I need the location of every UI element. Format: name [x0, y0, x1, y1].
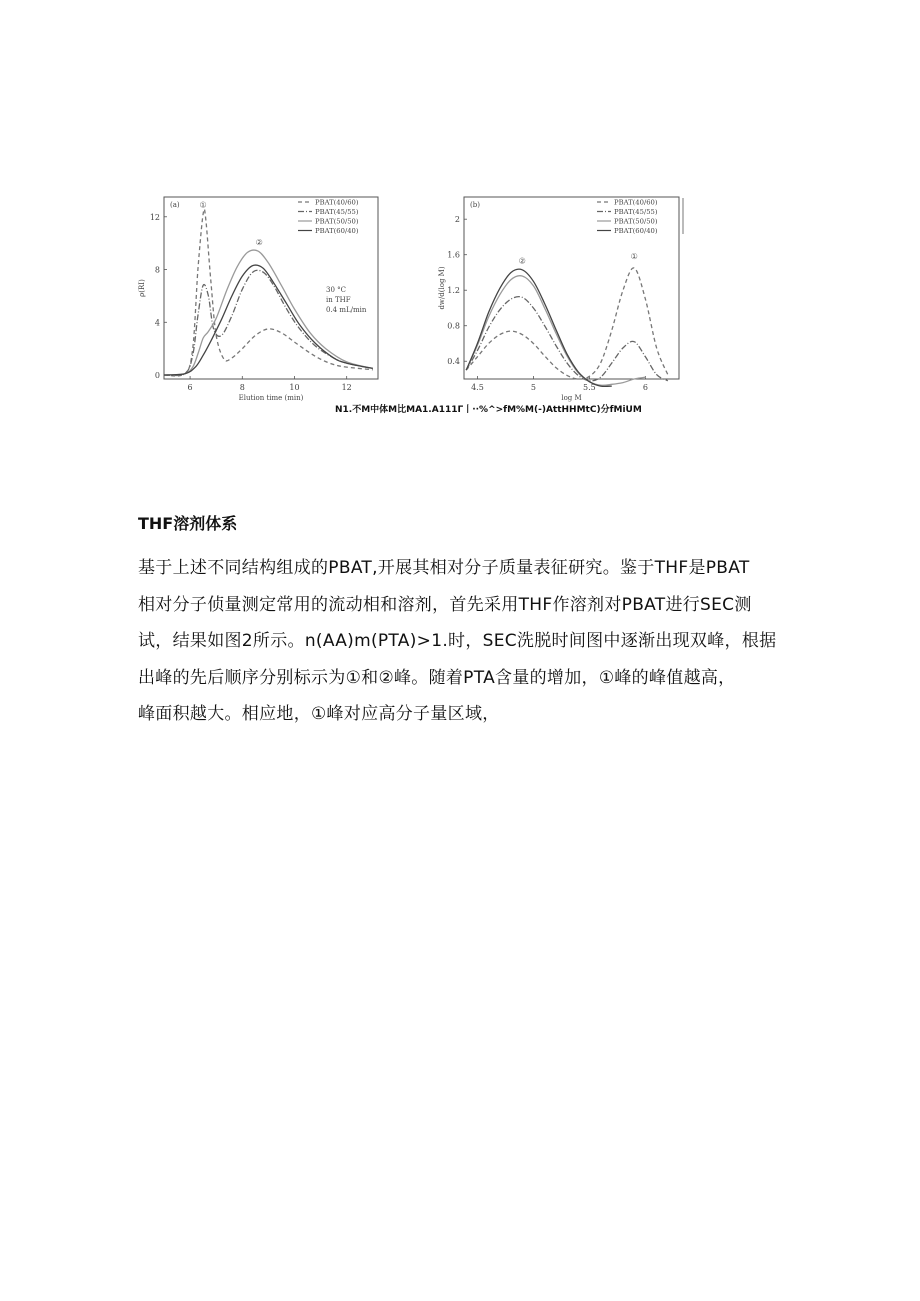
x-tick-label: 12	[341, 383, 352, 392]
y-axis-label: dw/d(log M)	[438, 266, 446, 310]
series-line	[164, 265, 373, 375]
chart-a	[140, 192, 385, 402]
paragraph-line: 基于上述不同结构组成的PBAT,开展其相对分子质量表征研究。鉴于THF是PBAT	[138, 558, 750, 578]
legend-entry: PBAT(60/40)	[614, 227, 658, 235]
paragraph-line: 峰面积越大。相应地，①峰对应高分子量区域，	[138, 704, 500, 724]
peak-marker: ②	[255, 238, 263, 248]
section-title: THF溶剂体系	[138, 514, 238, 533]
y-tick-label: 12	[149, 212, 160, 222]
legend-entry: PBAT(45/55)	[315, 208, 359, 216]
paragraph-line: 相对分子侦量测定常用的流动相和溶剂，首先采用THF作溶剂对PBAT进行SEC测	[138, 594, 752, 615]
annotation-text: in THF	[326, 296, 351, 304]
y-tick-label: 8	[154, 265, 160, 275]
legend-entry: PBAT(50/50)	[614, 217, 658, 226]
figure-caption: N1.不M中体M比MA1.A111Γ丨··%^>fM%M(-)AttHHMtC)分fMiUM	[335, 405, 642, 415]
panel-label: (a)	[170, 201, 180, 209]
panel-label: (b)	[470, 201, 480, 209]
y-tick-label: 0.8	[447, 321, 460, 331]
paragraph-line: 试，结果如图2所示。n(AA)m(PTA)>1.时，SEC洗脱时间图中逐渐出现双峰，根据	[138, 631, 777, 651]
y-tick-label: 4	[154, 318, 160, 328]
x-tick-label: 5	[530, 383, 536, 392]
x-tick-label: 8	[239, 383, 245, 392]
peak-marker: ①	[630, 252, 638, 262]
x-tick-label: 6	[642, 383, 648, 392]
legend-entry: PBAT(60/40)	[315, 227, 359, 235]
x-axis-label: Elution time (min)	[238, 394, 304, 402]
y-tick-label: 1.6	[447, 250, 460, 260]
series-line	[466, 297, 668, 381]
peak-marker: ①	[199, 200, 207, 210]
y-tick-label: 2	[454, 215, 460, 225]
chart-b	[430, 192, 690, 402]
annotation-text: 0.4 mL/min	[326, 306, 367, 314]
series-line	[466, 268, 668, 379]
x-tick-label: 5.5	[583, 383, 596, 392]
paragraph-line: 出峰的先后顺序分别标示为①和②峰。随着PTA含量的增加，①峰的峰值越高，	[138, 667, 736, 688]
legend-entry: PBAT(50/50)	[315, 217, 359, 226]
legend-entry: PBAT(45/55)	[614, 208, 658, 216]
y-tick-label: 1.2	[447, 286, 460, 296]
x-axis-label: log M	[561, 394, 582, 402]
body-paragraph	[138, 550, 788, 733]
x-tick-label: 4.5	[471, 383, 484, 392]
x-tick-label: 6	[187, 383, 193, 392]
y-axis-label: ρ(RI)	[138, 279, 146, 297]
annotation-text: 30 °C	[326, 286, 346, 294]
legend-entry: PBAT(40/60)	[315, 198, 359, 207]
y-tick-label: 0	[154, 371, 160, 381]
peak-marker: ②	[518, 256, 526, 266]
figure	[140, 192, 700, 417]
legend-entry: PBAT(40/60)	[614, 198, 658, 207]
x-tick-label: 10	[289, 383, 300, 392]
y-tick-label: 0.4	[447, 357, 460, 367]
